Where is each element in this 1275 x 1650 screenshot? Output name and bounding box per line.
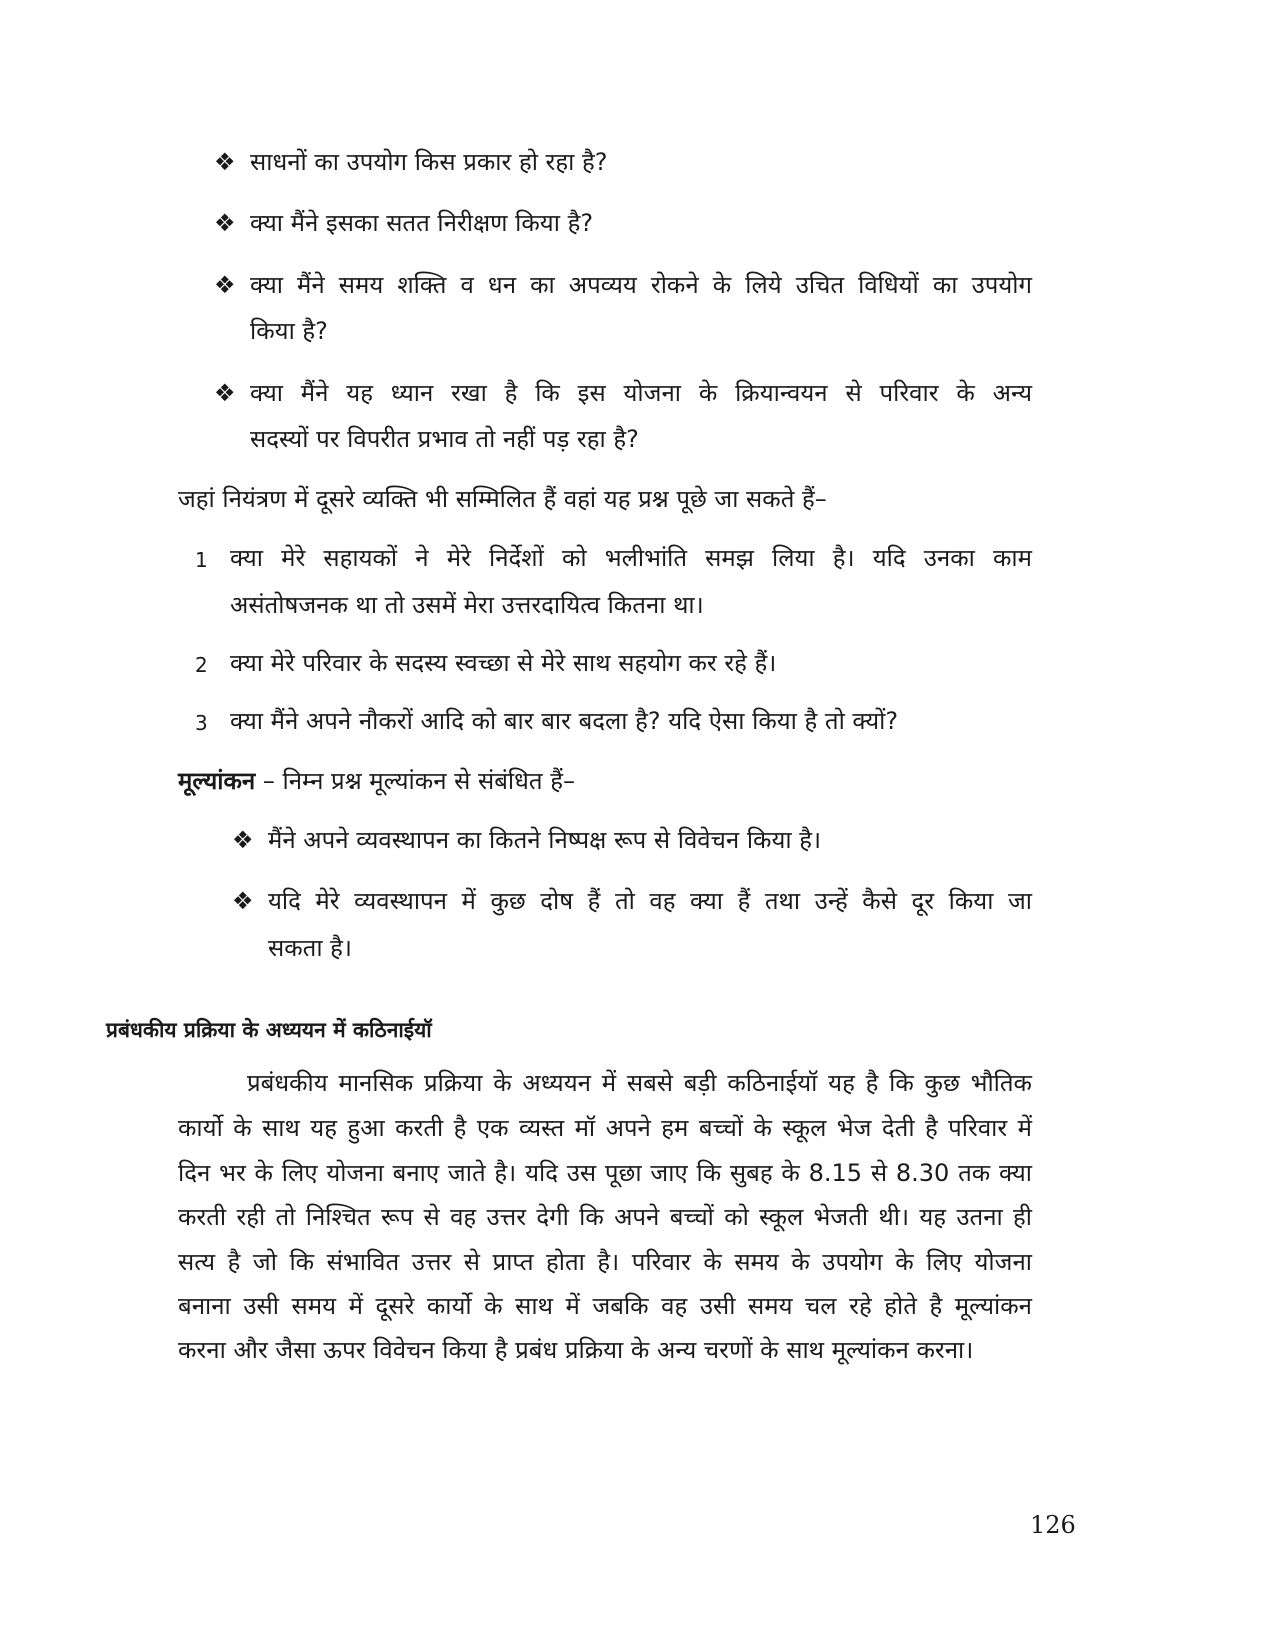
section-heading: प्रबंधकीय प्रक्रिया के अध्ययन में कठिनाईयॉ xyxy=(106,1018,432,1042)
numbered-item-text: क्या मेरे सहायकों ने मेरे निर्देशों को भलीभांति समझ लिया है। यदि उनका काम xyxy=(230,544,1032,572)
bullet-icon: ❖ xyxy=(214,148,236,176)
paragraph-line: करना और जैसा ऊपर विवेचन किया है प्रबंध प्रक्रिया के अन्य चरणों के साथ मूल्यांकन करना। xyxy=(178,1336,974,1364)
bullet-icon: ❖ xyxy=(232,826,254,854)
paragraph-line: सत्य है जो कि संभावित उत्तर से प्राप्त होता है। परिवार के समय के उपयोग के लिए योजना xyxy=(178,1248,1032,1276)
page-number: 126 xyxy=(1030,1511,1076,1539)
bullet-item-text: सकता है। xyxy=(268,934,353,962)
bullet-item-text: क्या मैंने यह ध्यान रखा है कि इस योजना के क्रियान्वयन से परिवार के अन्य xyxy=(250,379,1032,407)
paragraph-line: करती रही तो निश्चित रूप से वह उत्तर देगी कि अपने बच्चों को स्कूल भेजती थी। यह उतना ही xyxy=(178,1203,1032,1231)
bullet-item-text: यदि मेरे व्यवस्थापन में कुछ दोष हैं तो वह क्या हैं तथा उन्हें कैसे दूर किया जा xyxy=(268,887,1032,915)
paragraph-line: बनाना उसी समय में दूसरे कार्यो के साथ में जबकि वह उसी समय चल रहे होते है मूल्यांकन xyxy=(178,1292,1032,1320)
bullet-item-text: मैंने अपने व्यवस्थापन का कितने निष्पक्ष रूप से विवेचन किया है। xyxy=(268,826,822,854)
bullet-item-text: किया है? xyxy=(250,317,328,345)
paragraph-line: प्रबंधकीय मानसिक प्रक्रिया के अध्ययन में सबसे बड़ी कठिनाईयॉ यह है कि कुछ भौतिक xyxy=(247,1069,1032,1097)
intro-line: जहां नियंत्रण में दूसरे व्यक्ति भी सम्मिलित हैं वहां यह प्रश्न पूछे जा सकते हैं– xyxy=(178,485,827,513)
bullet-icon: ❖ xyxy=(214,379,236,407)
numbered-item-text: क्या मैंने अपने नौकरों आदि को बार बार बदला है? यदि ऐसा किया है तो क्यों? xyxy=(230,707,899,735)
evaluation-label: मूल्यांकन xyxy=(178,767,256,795)
bullet-item-text: क्या मैंने समय शक्ति व धन का अपव्यय रोकने के लिये उचित विधियों का उपयोग xyxy=(250,271,1032,299)
bullet-item-text: सदस्यों पर विपरीत प्रभाव तो नहीं पड़ रहा है? xyxy=(250,425,639,453)
bullet-item-text: क्या मैंने इसका सतत निरीक्षण किया है? xyxy=(250,209,594,237)
bullet-item-text: साधनों का उपयोग किस प्रकार हो रहा है? xyxy=(250,148,608,176)
bullet-icon: ❖ xyxy=(214,209,236,237)
bullet-icon: ❖ xyxy=(232,887,254,915)
bullet-icon: ❖ xyxy=(214,271,236,299)
numbered-item-text: असंतोषजनक था तो उसमें मेरा उत्तरदायित्व कितना था। xyxy=(230,591,704,619)
numbered-item-text: क्या मेरे परिवार के सदस्य स्वच्छा से मेरे साथ सहयोग कर रहे हैं। xyxy=(230,649,777,677)
list-number: 3 xyxy=(195,711,208,735)
evaluation-line xyxy=(178,766,575,796)
evaluation-text: – निम्न प्रश्न मूल्यांकन से संबंधित हैं– xyxy=(255,767,575,795)
paragraph-line: कार्यो के साथ यह हुआ करती है एक व्यस्त मॉ अपने हम बच्चों के स्कूल भेज देती है परिवार में xyxy=(178,1114,1032,1142)
paragraph-line: दिन भर के लिए योजना बनाए जाते है। यदि उस पूछा जाए कि सुबह के 8.15 से 8.30 तक क्या xyxy=(178,1159,1032,1187)
list-number: 2 xyxy=(195,653,208,677)
list-number: 1 xyxy=(195,548,208,572)
